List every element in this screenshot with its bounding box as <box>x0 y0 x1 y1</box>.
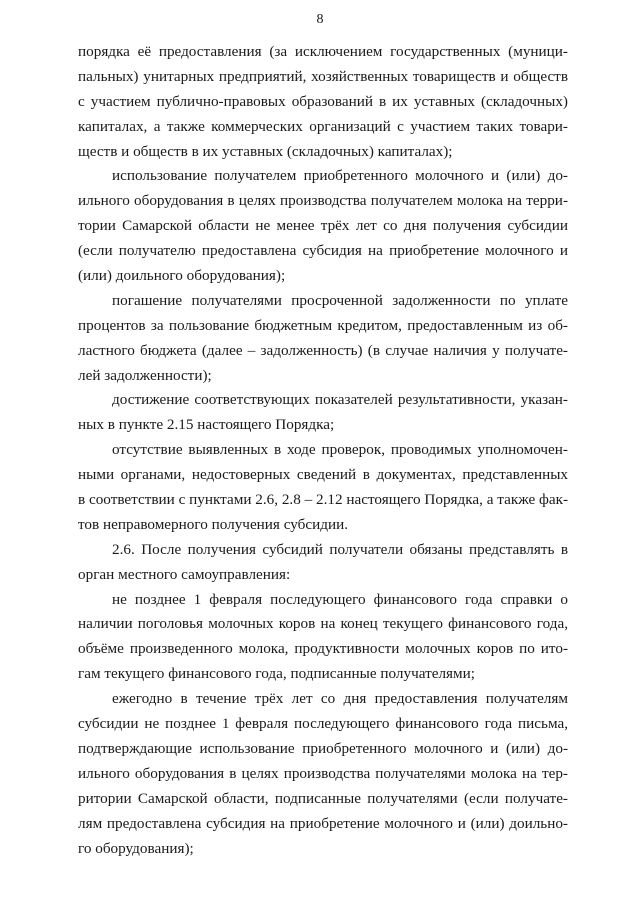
paragraph <box>78 388 568 438</box>
text-line: ластного бюджета (далее – задолженность) (в случае наличия у получате- <box>78 341 568 359</box>
paragraph <box>78 40 568 164</box>
paragraph <box>78 438 568 538</box>
page-number: 8 <box>316 12 324 27</box>
text-line: погашение получателями просроченной задолженности по уплате <box>112 291 568 309</box>
paragraph <box>78 588 568 688</box>
text-line: (или) доильного оборудования); <box>78 267 286 285</box>
text-line: подтверждающие использование приобретенного молочного и (или) до- <box>78 739 568 757</box>
text-line: лям предоставлена субсидия на приобретение молочного и (или) доильно- <box>78 814 568 832</box>
paragraph <box>78 538 568 588</box>
paragraph <box>78 164 568 288</box>
text-line: наличии поголовья молочных коров на конец текущего финансового года, <box>78 615 568 633</box>
text-line: ных в пункте 2.15 настоящего Порядка; <box>78 416 335 434</box>
text-line: орган местного самоуправления: <box>78 565 291 583</box>
text-line: в соответствии с пунктами 2.6, 2.8 – 2.12 настоящего Порядка, а также фак- <box>78 491 569 509</box>
text-line: ритории Самарской области, подписанные получателями (если получате- <box>78 789 568 807</box>
text-line: отсутствие выявленных в ходе проверок, проводимых уполномочен- <box>112 441 568 459</box>
text-line: ежегодно в течение трёх лет со дня предоставления получателям <box>112 690 568 708</box>
text-line: с участием публично-правовых образований в их уставных (складочных) <box>78 92 568 110</box>
document-body <box>78 40 568 861</box>
text-line: объёме произведенного молока, продуктивности молочных коров по ито- <box>78 640 568 658</box>
text-line: пальных) унитарных предприятий, хозяйственных товариществ и обществ <box>78 67 568 85</box>
paragraph <box>78 289 568 389</box>
text-line: ществ и обществ в их уставных (складочных) капиталах); <box>78 142 453 160</box>
text-line: ильного оборудования в целях производства получателем молока на терри- <box>78 192 568 210</box>
text-line: тории Самарской области не менее трёх лет со дня получения субсидии <box>78 217 568 235</box>
paragraph <box>78 687 568 861</box>
text-line: субсидии не позднее 1 февраля последующего финансового года письма, <box>78 715 568 733</box>
text-line: лей задолженности); <box>78 366 212 384</box>
text-line: гам текущего финансового года, подписанные получателями; <box>78 665 475 683</box>
text-line: 2.6. После получения субсидий получатели обязаны представлять в <box>112 540 568 558</box>
text-line: не позднее 1 февраля последующего финансового года справки о <box>112 590 568 608</box>
text-line: ильного оборудования в целях производства получателями молока на тер- <box>78 764 568 782</box>
text-line: го оборудования); <box>78 839 194 857</box>
text-line: тов неправомерного получения субсидии. <box>78 515 349 533</box>
text-line: процентов за пользование бюджетным кредитом, предоставленным из об- <box>78 316 568 334</box>
text-line: ными органами, недостоверных сведений в документах, представленных <box>78 466 568 484</box>
text-line: использование получателем приобретенного молочного и (или) до- <box>112 167 568 185</box>
text-line: порядка её предоставления (за исключением государственных (муници- <box>78 43 568 60</box>
text-line: достижение соответствующих показателей результативности, указан- <box>112 391 568 409</box>
text-line: капиталах, а также коммерческих организаций с участием таких товари- <box>78 117 568 135</box>
text-line: (если получателю предоставлена субсидия на приобретение молочного и <box>78 242 568 260</box>
